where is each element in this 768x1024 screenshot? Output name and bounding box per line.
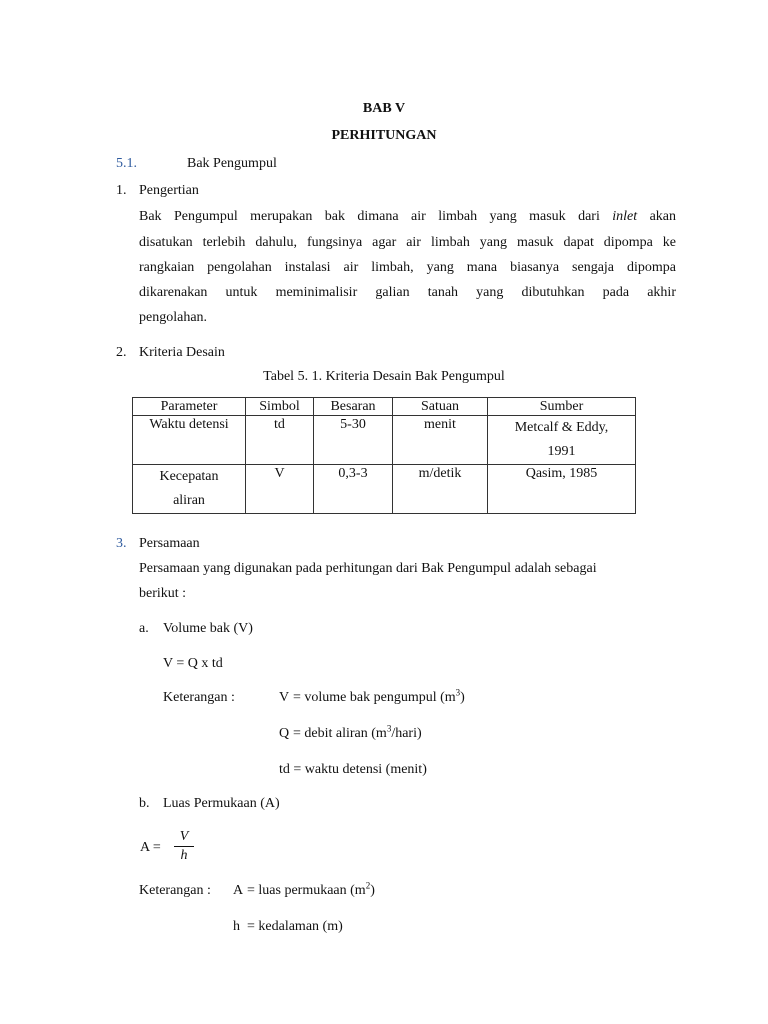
paragraph-line-5: pengolahan. xyxy=(139,310,208,325)
sub-b-label: b. xyxy=(139,796,150,811)
table-cell: Qasim, 1985 xyxy=(488,465,636,514)
table-cell: Kecepatan aliran xyxy=(133,465,246,514)
item1-number: 1. xyxy=(116,183,127,198)
table-header-row xyxy=(133,398,636,416)
paragraph-line-1-italic: inlet xyxy=(612,209,638,224)
note-sup: 3 xyxy=(386,723,392,734)
note-volume xyxy=(279,687,465,706)
paragraph-line-4: dikarenakan untuk meminimalisir galian tanah yang dibutuhkan pada akhir xyxy=(139,285,676,300)
note-symbol: A xyxy=(233,883,244,898)
sub-b-keterangan: Keterangan : xyxy=(139,883,211,898)
table-header-cell: Parameter xyxy=(133,398,246,416)
item2-title: Kriteria Desain xyxy=(139,345,225,360)
paragraph-line-1-part-1: Bak Pengumpul merupakan bak dimana air limbah yang masuk dari xyxy=(139,209,613,224)
note-text: = kedalaman (m) xyxy=(247,919,343,934)
note-debit xyxy=(279,723,422,742)
paragraph-line-1 xyxy=(139,209,676,225)
intro-line-1: Persamaan yang digunakan pada perhitungan dari Bak Pengumpul adalah sebagai xyxy=(139,561,597,576)
note-after: /hari) xyxy=(391,726,422,741)
sub-b-title: Luas Permukaan (A) xyxy=(163,796,280,811)
table-header-cell: Simbol xyxy=(246,398,314,416)
table-cell: td xyxy=(246,416,314,465)
note-text: = volume bak pengumpul (m xyxy=(293,690,456,705)
table-caption: Tabel 5. 1. Kriteria Desain Bak Pengumpul xyxy=(263,369,505,384)
note-symbol: Q xyxy=(279,726,290,741)
fraction-denominator: h xyxy=(180,848,188,863)
note-sup: 3 xyxy=(455,687,461,698)
note-after: ) xyxy=(460,690,465,705)
note-detensi: td = waktu detensi (menit) xyxy=(279,762,427,777)
section-number: 5.1. xyxy=(116,156,137,171)
table-cell: V xyxy=(246,465,314,514)
paragraph-line-2: disatukan terlebih dahulu, fungsinya agar air limbah yang masuk dapat dipompa ke xyxy=(139,235,676,250)
item3-number: 3. xyxy=(116,536,127,551)
sub-a-label: a. xyxy=(139,621,149,636)
table-row xyxy=(133,465,636,514)
note-symbol: V xyxy=(279,690,290,705)
paragraph-line-3: rangkaian pengolahan instalasi air limbah, yang mana biasanya sengaja dipompa xyxy=(139,260,676,275)
table-cell: Waktu detensi xyxy=(133,416,246,465)
table-row xyxy=(133,416,636,465)
note-symbol: h xyxy=(233,919,240,934)
table-header-cell: Satuan xyxy=(393,398,488,416)
criteria-table xyxy=(132,397,636,514)
note-depth xyxy=(233,919,343,935)
note-text: = debit aliran (m xyxy=(293,726,387,741)
note-text: = luas permukaan (m xyxy=(247,883,366,898)
fraction-bar xyxy=(174,846,194,847)
chapter-heading: BAB V xyxy=(362,101,406,116)
sub-a-keterangan: Keterangan : xyxy=(163,690,235,705)
note-sup: 2 xyxy=(365,880,371,891)
note-after: ) xyxy=(370,883,375,898)
fraction-numerator: V xyxy=(179,829,189,844)
table-header-cell: Besaran xyxy=(314,398,393,416)
paragraph-line-1-part-2: akan xyxy=(637,209,676,224)
table-cell: m/detik xyxy=(393,465,488,514)
sub-a-title: Volume bak (V) xyxy=(163,621,253,636)
item3-title: Persamaan xyxy=(139,536,200,551)
table-cell: 0,3-3 xyxy=(314,465,393,514)
volume-formula: V = Q x td xyxy=(163,656,223,671)
area-fraction xyxy=(174,829,194,864)
note-area xyxy=(233,880,375,899)
section-title: Bak Pengumpul xyxy=(187,156,277,171)
table-cell: Metcalf & Eddy, 1991 xyxy=(488,416,636,465)
item2-number: 2. xyxy=(116,345,127,360)
table-cell: 5-30 xyxy=(314,416,393,465)
table-header-cell: Sumber xyxy=(488,398,636,416)
area-formula-lhs: A = xyxy=(140,840,161,855)
chapter-title: PERHITUNGAN xyxy=(331,128,437,143)
table-cell: menit xyxy=(393,416,488,465)
intro-line-2: berikut : xyxy=(139,586,187,601)
item1-title: Pengertian xyxy=(139,183,199,198)
